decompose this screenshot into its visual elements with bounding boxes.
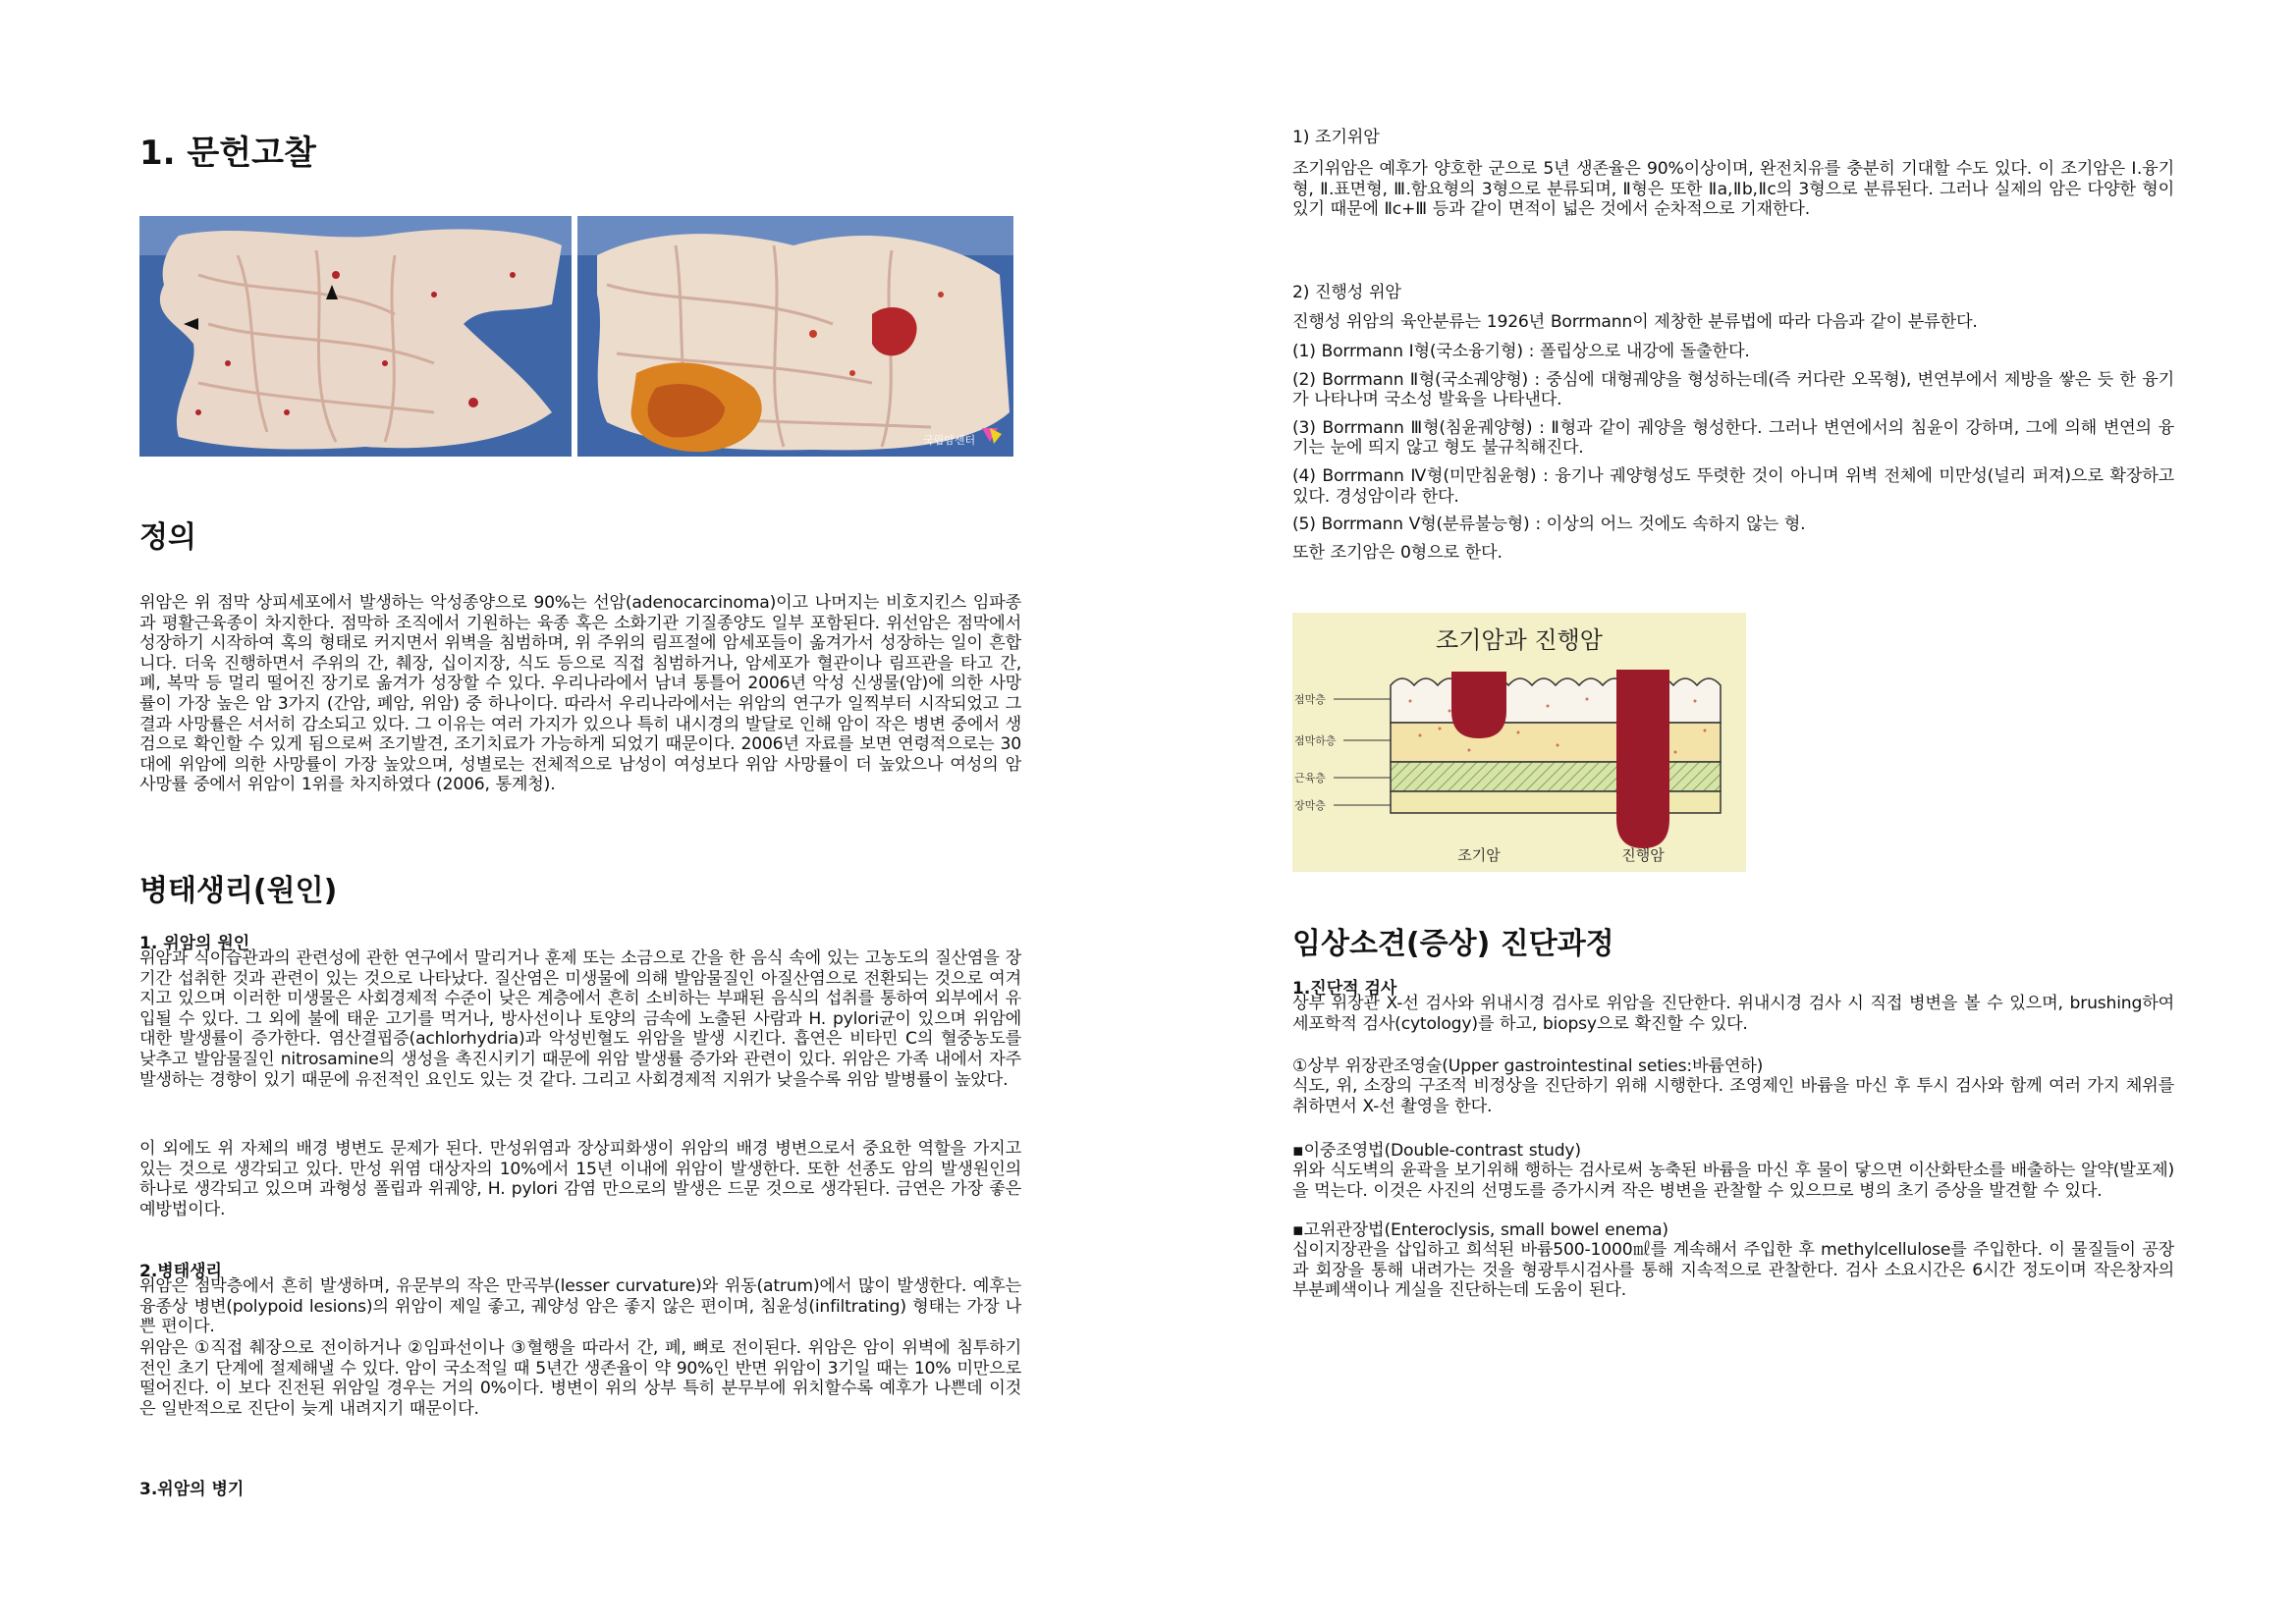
advanced-gastric-cancer-intro: 진행성 위암의 육안분류는 1926년 Borrmann이 제창한 분류법에 따라 다음과 같이 분류한다.: [1292, 312, 1978, 332]
borrmann-type-1: (1) Borrmann Ⅰ형(국소융기형) : 폴립상으로 내강에 돌출한다.: [1292, 342, 1750, 361]
specimen-photos: [139, 216, 1013, 457]
advanced-cancer-label: 진행암: [1621, 846, 1665, 864]
early-cancer-specimen-photo: [139, 216, 572, 457]
diagnostic-test-subheading: 1.진단적 검사: [1292, 979, 1397, 999]
layer-label-muscle: 근육층: [1294, 772, 1326, 784]
borrmann-type-3: (3) Borrmann Ⅲ형(침윤궤양형) : Ⅱ형과 같이 궤양을 형성한다. 그러나 변연에서의 침윤이 강하며, 그에 의해 변연의 융기는 눈에 띄지 않고 형도 불규칙해진다.: [1292, 417, 2174, 459]
early-gastric-cancer-text: 조기위암은 예후가 양호한 군으로 5년 생존율은 90%이상이며, 완전치유를 충분히 기대할 수도 있다. 이 조기암은 Ⅰ.융기형, Ⅱ.표면형, Ⅲ.함요형의 3형으로 분류되며, Ⅱ형은 또한 Ⅱa,Ⅱb,Ⅱc의 3형으로 분류된다. 그러나 실제의 암은 다양한 형이 있기 때문에 Ⅱc+Ⅲ 등과 같이 면적이 넓은 것에서 순차적으로 기재한다.: [1292, 159, 2174, 220]
photo-watermark: 국립암센터: [923, 434, 976, 447]
definition-heading: 정의: [139, 520, 196, 555]
enteroclysis-title: ▪고위관장법(Enteroclysis, small bowel enema): [1292, 1220, 1668, 1240]
early-gastric-cancer-subheading: 1) 조기위암: [1292, 128, 1380, 147]
advanced-cancer-specimen-photo: [577, 216, 1013, 457]
enteroclysis-text: 십이지장관을 삽입하고 희석된 바륨500-1000㎖를 계속해서 주입한 후 methylcellulose를 주입한다. 이 물질들이 공장과 회장을 통해 내려가는 것을 형광투시검사를 통해 지속적으로 관찰한다. 검사 소요시간은 6시간 정도이며 작은창자의 부분폐색이나 게실을 진단하는데 도움이 된다.: [1292, 1240, 2174, 1301]
ugi-series-text: 식도, 위, 소장의 구조적 비정상을 진단하기 위해 시행한다. 조영제인 바륨을 마신 후 투시 검사와 함께 여러 가지 체위를 취하면서 X-선 촬영을 한다.: [1292, 1076, 2174, 1116]
staging-subheading: 3.위암의 병기: [139, 1480, 245, 1499]
advanced-gastric-cancer-subheading: 2) 진행성 위암: [1292, 283, 1401, 302]
early-vs-advanced-cancer-diagram: [1292, 613, 1746, 872]
pathophysiology-text-2: 위암은 ①직접 췌장으로 전이하거나 ②임파선이나 ③혈행을 따라서 간, 폐, 뼈로 전이된다. 위암은 암이 위벽에 침투하기 전인 초기 단계에 절제해낼 수 있다. 암이 국소적일 때 5년간 생존율이 약 90%인 반면 위암이 3기일 때는 10% 미만으로 떨어진다. 이 보다 진전된 위암일 경우는 거의 0%이다. 병변이 위의 상부 특히 분무부에 위치할수록 예후가 나쁜데 이것은 일반적으로 진단이 늦게 내려지기 때문이다.: [139, 1338, 1021, 1419]
borrmann-note: 또한 조기암은 0형으로 한다.: [1292, 542, 1503, 563]
clinical-findings-heading: 임상소견(증상) 진단과정: [1292, 927, 1614, 961]
pathophysiology-text: 위암은 점막층에서 흔히 발생하며, 유문부의 작은 만곡부(lesser curvature)와 위동(atrum)에서 많이 발생한다. 예후는 융종상 병변(polypoid lesions)의 위암이 제일 좋고, 궤양성 암은 좋지 않은 편이며, 침윤성(infiltrating) 형태는 가장 나쁜 편이다.: [139, 1276, 1021, 1337]
page-title: 1. 문헌고찰: [139, 134, 316, 173]
layer-label-mucosa: 점막층: [1294, 693, 1326, 706]
diagnostic-test-text: 상부 위장관 X-선 검사와 위내시경 검사로 위암을 진단한다. 위내시경 검사 시 직접 병변을 볼 수 있으며, brushing하여 세포학적 검사(cytology)를 하고, biopsy으로 확진할 수 있다.: [1292, 994, 2174, 1034]
definition-text: 위암은 위 점막 상피세포에서 발생하는 악성종양으로 90%는 선암(adenocarcinoma)이고 나머지는 비호지킨스 임파종과 평활근육종이 차지한다. 점막하 조직에서 기원하는 육종 혹은 소화기관 기질종양도 일부 포함된다. 위선암은 점막에서 성장하기 시작하여 혹의 형태로 커지면서 위벽을 침범하며, 위 주위의 림프절에 암세포들이 옮겨가서 성장하는 일이 흔합니다. 더욱 진행하면서 주위의 간, 췌장, 십이지장, 식도 등으로 직접 침범하거나, 암세포가 혈관이나 림프관을 타고 간, 폐, 복막 등 멀리 떨어진 장기로 옮겨가 성장할 수 있다. 우리나라에서 남녀 통틀어 2006년 악성 신생물(암)에 의한 사망률이 가장 높은 암 3가지 (간암, 폐암, 위암) 중 하나이다. 따라서 우리나라에서는 위암의 연구가 일찍부터 시작되었고 그 결과 사망률은 서서히 감소되고 있다. 그 이유는 여러 가지가 있으나 특히 내시경의 발달로 인해 암이 작은 병변 중에서 생검으로 확인할 수 있게 됨으로써 조기발견, 조기치료가 가능하게 되었기 때문이다. 2006년 자료를 보면 연령적으로는 30대에 위암에 의한 사망률이 가장 높았으며, 성별로는 전체적으로 남성이 여성보다 위암 사망률이 더 높았으나 여성의 암 사망률 중에서 위암이 1위를 차지하였다 (2006, 통계청).: [139, 593, 1021, 795]
pathophysiology-heading: 병태생리(원인): [139, 874, 338, 908]
cause-subheading: 1. 위암의 원인: [139, 934, 250, 953]
double-contrast-text: 위와 식도벽의 윤곽을 보기위해 행하는 검사로써 농축된 바륨을 마신 후 물이 닿으면 이산화탄소를 배출하는 알약(발포제)을 먹는다. 이것은 사진의 선명도를 증가시켜 작은 병변을 관찰할 수 있으므로 병의 초기 증상을 발견할 수 있다.: [1292, 1161, 2174, 1201]
ugi-series-title: ①상부 위장관조영술(Upper gastrointestinal seties:바륨연하): [1292, 1056, 1764, 1076]
layer-label-submucosa: 점막하층: [1294, 734, 1337, 747]
borrmann-type-2: (2) Borrmann Ⅱ형(국소궤양형) : 중심에 대형궤양을 형성하는데(즉 커다란 오목형), 변연부에서 제방을 쌓은 듯 한 융기가 나타나며 국소성 발육을 나타낸다.: [1292, 369, 2174, 410]
borrmann-type-5: (5) Borrmann Ⅴ형(분류불능형) : 이상의 어느 것에도 속하지 않는 형.: [1292, 514, 1806, 535]
borrmann-type-4: (4) Borrmann Ⅳ형(미만침윤형) : 융기나 궤양형성도 뚜렷한 것이 아니며 위벽 전체에 미만성(널리 퍼져)으로 확장하고 있다. 경성암이라 한다.: [1292, 465, 2174, 507]
borrmann-classification-list: [1292, 342, 2174, 567]
diagram-title: 조기암과 진행암: [1436, 626, 1603, 654]
early-cancer-label: 조기암: [1457, 846, 1501, 864]
cause-text-2: 이 외에도 위 자체의 배경 병변도 문제가 된다. 만성위염과 장상피화생이 위암의 배경 병변으로서 중요한 역할을 가지고 있는 것으로 생각되고 있다. 만성 위염 대상자의 10%에서 15년 이내에 위암이 발생한다. 또한 선종도 암의 발생원인의 하나로 생각되고 있으며 과형성 폴립과 위궤양, H. pylori 감염 만으로의 발생은 드문 것으로 생각된다. 금연은 가장 좋은 예방법이다.: [139, 1139, 1021, 1219]
pathophysiology-subheading: 2.병태생리: [139, 1262, 222, 1281]
layer-label-serosa: 장막층: [1294, 799, 1326, 812]
double-contrast-title: ▪이중조영법(Double-contrast study): [1292, 1141, 1581, 1161]
cause-text: 위암과 식이습관과의 관련성에 관한 연구에서 말리거나 훈제 또는 소금으로 간을 한 음식 속에 있는 고농도의 질산염을 장기간 섭취한 것과 관련이 있는 것으로 나타났다. 질산염은 미생물에 의해 발암물질인 아질산염으로 전환되는 것으로 여겨지고 있으며 이러한 미생물은 사회경제적 수준이 낮은 계층에서 흔히 소비하는 부패된 음식의 섭취를 통하여 외부에서 유입될 수 있다. 그 외에 불에 태운 고기를 먹거나, 방사선이나 토양의 금속에 노출된 사람과 H. pylori균이 있으며 위암에 대한 발생률이 증가한다. 염산결핍증(achlorhydria)과 악성빈혈도 위암을 발생 시킨다. 흡연은 비타민 C의 혈중농도를 낮추고 발암물질인 nitrosamine의 생성을 촉진시키기 때문에 위암 발생률 증가와 관련이 있다. 위암은 가족 내에서 자주 발생하는 경향이 있기 때문에 유전적인 요인도 있는 것 같다. 그리고 사회경제적 지위가 낮을수록 위암 발병률이 높았다.: [139, 948, 1021, 1090]
